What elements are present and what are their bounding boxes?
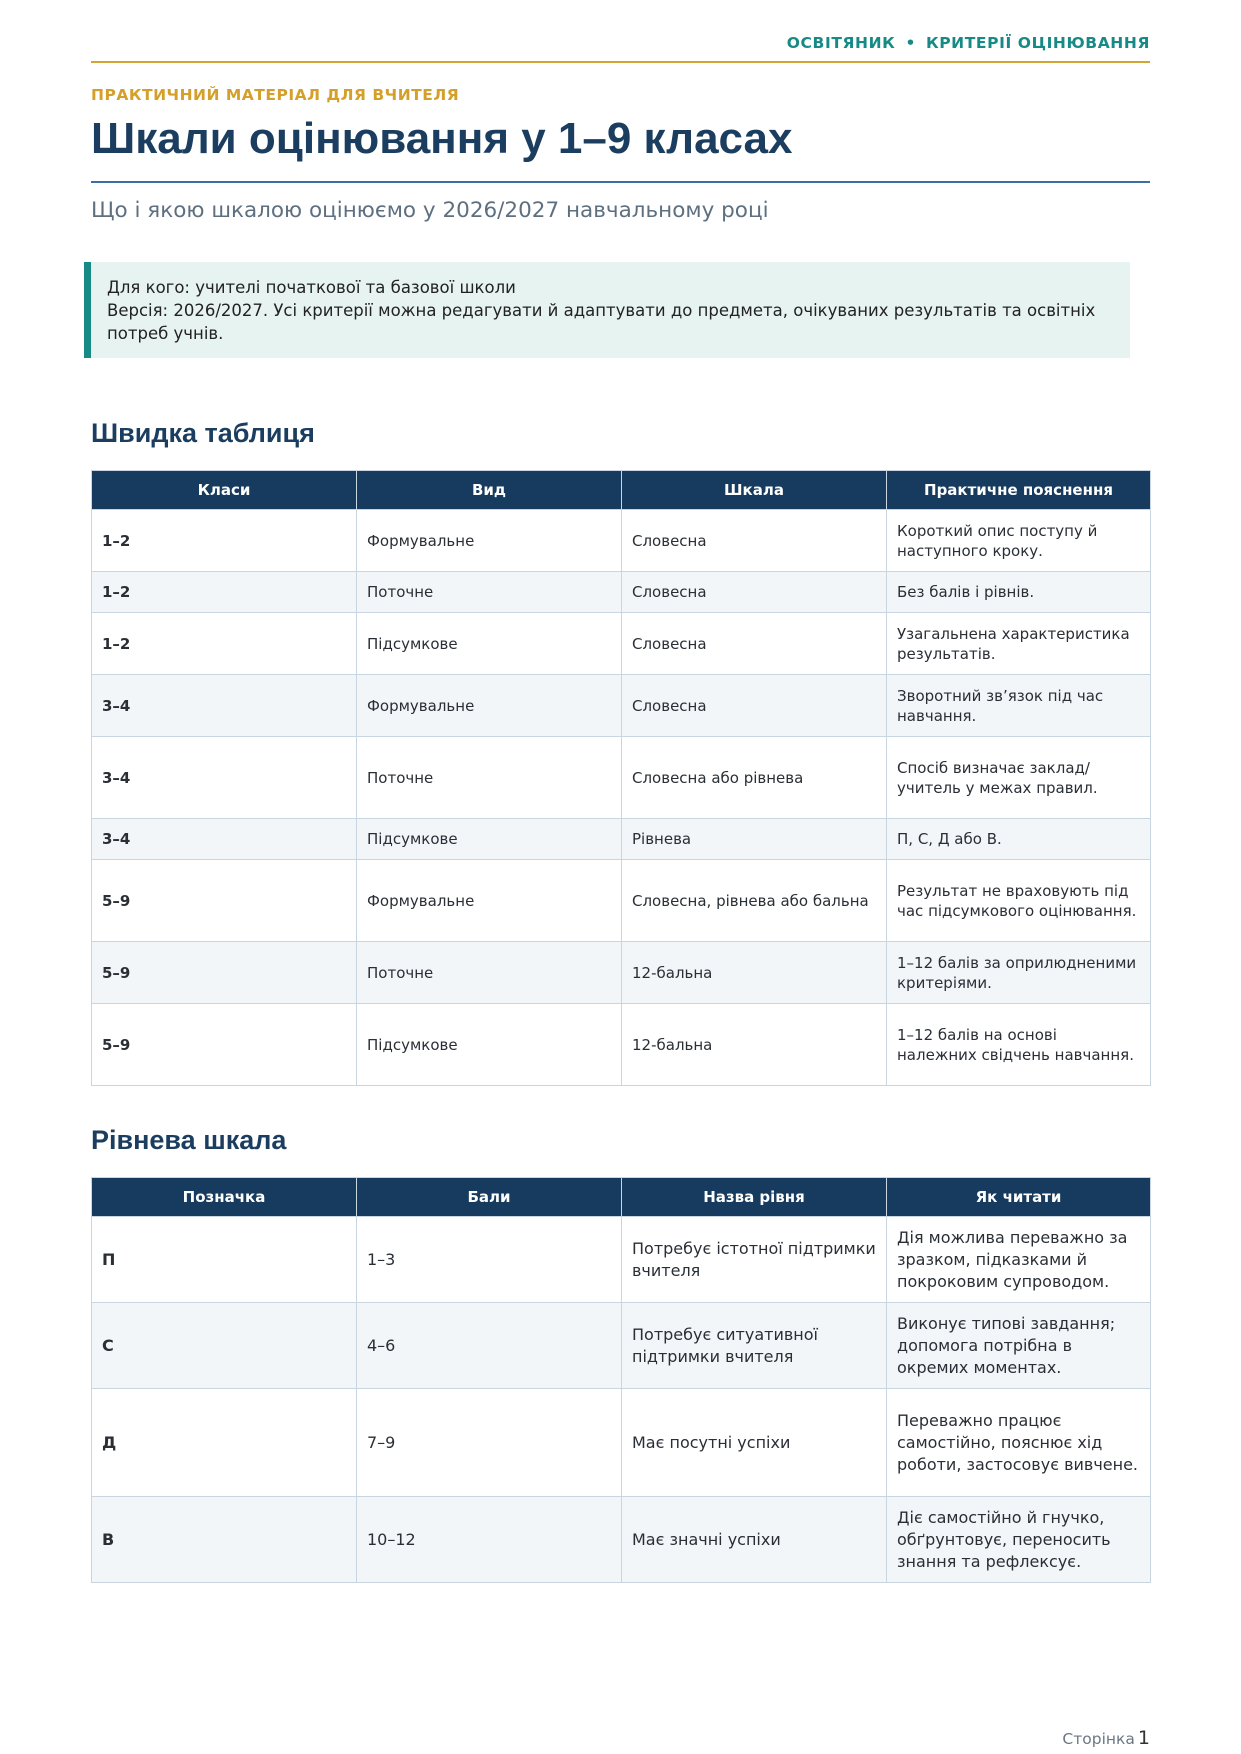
table-row (92, 510, 1151, 572)
table-cell: 1–3 (357, 1217, 622, 1303)
table-cell: 5–9 (92, 1004, 357, 1086)
header-brand: ОСВІТЯНИК (786, 34, 896, 52)
table-cell: Зворотний зв’язок під час навчання. (887, 675, 1151, 737)
table-row (92, 675, 1151, 737)
header-separator: • (905, 34, 916, 52)
page-number (1062, 1727, 1150, 1749)
table-cell: Потребує ситуативної підтримки вчителя (622, 1303, 887, 1389)
table-cell: Словесна (622, 613, 887, 675)
table-row (92, 860, 1151, 942)
table-row (92, 572, 1151, 613)
table-cell: 4–6 (357, 1303, 622, 1389)
table-cell: Узагальнена характеристика результатів. (887, 613, 1151, 675)
callout-audience: Для кого: учителі початкової та базової школи (107, 278, 516, 297)
quick-table-header-cell: Вид (357, 471, 622, 510)
table-cell: П, С, Д або В. (887, 819, 1151, 860)
table-cell: Словесна, рівнева або бальна (622, 860, 887, 942)
table-cell: Підсумкове (357, 1004, 622, 1086)
table-row (92, 819, 1151, 860)
table-cell: Результат не враховують під час підсумкового оцінювання. (887, 860, 1151, 942)
table-cell: 10–12 (357, 1497, 622, 1583)
callout-version: Версія: 2026/2027. Усі критерії можна редагувати й адаптувати до предмета, очікуваних результатів та освітніх потреб учнів. (107, 301, 1096, 343)
table-row (92, 737, 1151, 819)
table-cell: С (92, 1303, 357, 1389)
level-table-header-cell: Позначка (92, 1178, 357, 1217)
table-cell: Має посутні успіхи (622, 1389, 887, 1497)
table-cell: 1–12 балів на основі належних свідчень навчання. (887, 1004, 1151, 1086)
table-cell: 1–12 балів за оприлюдненими критеріями. (887, 942, 1151, 1004)
table-cell: Спосіб визначає заклад/учитель у межах правил. (887, 737, 1151, 819)
level-table-header-row (92, 1178, 1151, 1217)
table-cell: П (92, 1217, 357, 1303)
page-subtitle: Що і якою шкалою оцінюємо у 2026/2027 навчальному році (91, 198, 769, 223)
quick-table-header-cell: Класи (92, 471, 357, 510)
info-callout (84, 262, 1130, 358)
table-cell: 3–4 (92, 675, 357, 737)
header-section: КРИТЕРІЇ ОЦІНЮВАННЯ (925, 34, 1150, 52)
table-cell: Діє самостійно й гнучко, обґрунтовує, переносить знання та рефлексує. (887, 1497, 1151, 1583)
table-cell: 3–4 (92, 737, 357, 819)
page-title: Шкали оцінювання у 1–9 класах (91, 114, 793, 163)
level-table-header-cell: Назва рівня (622, 1178, 887, 1217)
page-number-value: 1 (1137, 1727, 1150, 1749)
table-cell: Потребує істотної підтримки вчителя (622, 1217, 887, 1303)
table-cell: Поточне (357, 737, 622, 819)
table-cell: Формувальне (357, 860, 622, 942)
table-cell: Формувальне (357, 510, 622, 572)
table-row (92, 1389, 1151, 1497)
kicker-label: ПРАКТИЧНИЙ МАТЕРІАЛ ДЛЯ ВЧИТЕЛЯ (91, 86, 460, 104)
header-rule (91, 61, 1150, 63)
table-cell: 1–2 (92, 613, 357, 675)
table-cell: 5–9 (92, 860, 357, 942)
table-cell: Формувальне (357, 675, 622, 737)
quick-table-title: Швидка таблиця (91, 418, 315, 448)
table-cell: 1–2 (92, 510, 357, 572)
level-table (91, 1177, 1151, 1583)
table-cell: 12-бальна (622, 1004, 887, 1086)
table-cell: Словесна (622, 675, 887, 737)
table-cell: 3–4 (92, 819, 357, 860)
table-cell: Дія можлива переважно за зразком, підказками й покроковим супроводом. (887, 1217, 1151, 1303)
running-header (787, 34, 1150, 52)
table-row (92, 1004, 1151, 1086)
table-cell: Підсумкове (357, 819, 622, 860)
table-row (92, 942, 1151, 1004)
table-cell: Без балів і рівнів. (887, 572, 1151, 613)
table-cell: Д (92, 1389, 357, 1497)
table-cell: 1–2 (92, 572, 357, 613)
level-table-header-cell: Бали (357, 1178, 622, 1217)
table-cell: В (92, 1497, 357, 1583)
page-number-label: Сторінка (1062, 1730, 1135, 1748)
table-cell: Короткий опис поступу й наступного кроку. (887, 510, 1151, 572)
table-row (92, 1303, 1151, 1389)
table-cell: 5–9 (92, 942, 357, 1004)
table-cell: Словесна (622, 510, 887, 572)
table-row (92, 613, 1151, 675)
quick-table-header-cell: Шкала (622, 471, 887, 510)
table-cell: 7–9 (357, 1389, 622, 1497)
table-cell: Поточне (357, 942, 622, 1004)
table-cell: Виконує типові завдання; допомога потрібна в окремих моментах. (887, 1303, 1151, 1389)
table-row (92, 1217, 1151, 1303)
quick-table-header-cell: Практичне пояснення (887, 471, 1151, 510)
quick-table (91, 470, 1151, 1086)
level-table-header-cell: Як читати (887, 1178, 1151, 1217)
table-cell: 12-бальна (622, 942, 887, 1004)
table-cell: Має значні успіхи (622, 1497, 887, 1583)
table-cell: Підсумкове (357, 613, 622, 675)
table-cell: Рівнева (622, 819, 887, 860)
level-table-title: Рівнева шкала (91, 1125, 287, 1155)
quick-table-header-row (92, 471, 1151, 510)
table-cell: Словесна (622, 572, 887, 613)
table-cell: Переважно працює самостійно, пояснює хід роботи, застосовує вивчене. (887, 1389, 1151, 1497)
title-rule (91, 181, 1150, 183)
table-row (92, 1497, 1151, 1583)
table-cell: Словесна або рівнева (622, 737, 887, 819)
table-cell: Поточне (357, 572, 622, 613)
